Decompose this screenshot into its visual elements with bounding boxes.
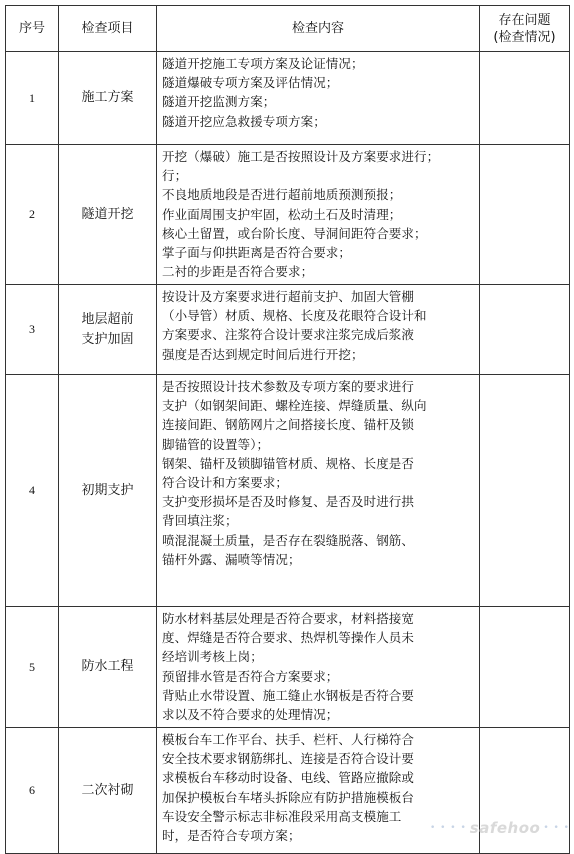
header-content: 检查内容 bbox=[157, 6, 480, 52]
content-line: 经培训考核上岗； bbox=[162, 649, 263, 665]
inspection-content bbox=[157, 145, 480, 285]
issue-cell[interactable] bbox=[480, 145, 570, 285]
header-issue-line2: (检查情况) bbox=[493, 29, 556, 45]
content-line: 防水材料基层处理是否符合要求，材料搭接宽 bbox=[162, 611, 415, 626]
content-line: 核心土留置，或台阶长度、导洞间距符合要求； bbox=[162, 225, 427, 241]
content-line: 钢架、锚杆及锁脚锚管材质、规格、长度是否 bbox=[162, 455, 415, 471]
content-line: 二衬的步距是否符合要求； bbox=[162, 264, 314, 280]
inspection-item-line: 施工方案 bbox=[81, 90, 134, 105]
inspection-item bbox=[59, 145, 157, 285]
watermark-brand: safehoo bbox=[469, 819, 541, 837]
inspection-content bbox=[157, 375, 480, 607]
table-row bbox=[6, 285, 570, 375]
content-line: 锚杆外露、漏喷等情况； bbox=[162, 551, 301, 567]
table-body bbox=[6, 52, 570, 854]
content-line: 背贴止水带设置、施工缝止水钢板是否符合要 bbox=[162, 687, 415, 703]
inspection-item bbox=[59, 607, 157, 728]
row-number: 2 bbox=[6, 145, 59, 285]
content-line: 安全技术要求钢筋绑扎、连接是否符合设计要 bbox=[162, 751, 415, 767]
content-line: 隧道开挖施工专项方案及论证情况； bbox=[162, 56, 364, 71]
inspection-table bbox=[5, 5, 570, 854]
content-line: 时，是否符合专项方案； bbox=[162, 828, 301, 844]
row-number: 4 bbox=[6, 375, 59, 607]
issue-cell[interactable] bbox=[480, 52, 570, 145]
table-row bbox=[6, 607, 570, 728]
inspection-item bbox=[59, 285, 157, 375]
header-row bbox=[6, 6, 570, 52]
content-line: 强度是否达到规定时间后进行开挖； bbox=[162, 346, 364, 362]
inspection-item bbox=[59, 728, 157, 854]
inspection-content bbox=[157, 607, 480, 728]
row-number: 5 bbox=[6, 607, 59, 728]
content-line: 支护变形损坏是否及时修复、是否及时进行拱 bbox=[162, 494, 415, 510]
content-line: 作业面周围支护牢固，松动土石及时清理； bbox=[162, 206, 402, 222]
content-line: （小导管）材质、规格、长度及花眼符合设计和 bbox=[162, 308, 427, 324]
content-line: 开挖（爆破）施工是否按照设计及方案要求进行； bbox=[162, 149, 440, 164]
content-line: 求模板台车移动时设备、电线、管路应撤除或 bbox=[162, 770, 415, 786]
content-line: 按设计及方案要求进行超前支护、加固大管棚 bbox=[162, 289, 415, 304]
table-row bbox=[6, 145, 570, 285]
content-line: 度、焊缝是否符合要求、热焊机等操作人员未 bbox=[162, 630, 415, 646]
inspection-item bbox=[59, 52, 157, 145]
header-issue-line1: 存在问题 bbox=[498, 12, 551, 28]
content-line: 连接间距、钢筋网片之间搭接长度、锚杆及锁 bbox=[162, 417, 415, 433]
content-line: 不良地质地段是否进行超前地质预测预报； bbox=[162, 187, 402, 203]
inspection-item-line: 防水工程 bbox=[81, 659, 134, 674]
content-line: 脚锚管的设置等）； bbox=[162, 436, 270, 452]
content-line: 加保护模板台车堵头拆除应有防护措施模板台 bbox=[162, 789, 415, 805]
content-line: 隧道开挖监测方案； bbox=[162, 94, 276, 110]
content-line: 车设安全警示标志非标准段采用高支模施工 bbox=[162, 808, 402, 824]
inspection-item-line: 二次衬砌 bbox=[81, 782, 134, 798]
inspection-content bbox=[157, 285, 480, 375]
issue-cell[interactable] bbox=[480, 285, 570, 375]
content-line: 隧道开挖应急救援专项方案； bbox=[162, 113, 326, 129]
table-row bbox=[6, 375, 570, 607]
issue-cell[interactable] bbox=[480, 375, 570, 607]
content-line: 支护（如钢架间距、螺栓连接、焊缝质量、纵向 bbox=[162, 398, 427, 414]
content-line: 背回填注浆； bbox=[162, 513, 238, 529]
row-number: 1 bbox=[6, 52, 59, 145]
content-line: 方案要求、注浆符合设计要求注浆完成后浆液 bbox=[162, 327, 415, 343]
header-no: 序号 bbox=[6, 6, 59, 52]
inspection-item-line: 支护加固 bbox=[81, 331, 134, 347]
inspection-item-line: 初期支护 bbox=[81, 482, 134, 498]
inspection-item bbox=[59, 375, 157, 607]
content-line: 喷混混凝土质量，是否存在裂缝脱落、钢筋、 bbox=[162, 532, 415, 548]
table-row bbox=[6, 52, 570, 145]
row-number: 6 bbox=[6, 728, 59, 854]
content-line: 隧道爆破专项方案及评估情况； bbox=[162, 75, 339, 91]
header-issue bbox=[480, 6, 570, 52]
content-line: 预留排水管是否符合方案要求； bbox=[162, 668, 339, 684]
content-line: 掌子面与仰拱距离是否符合要求； bbox=[162, 245, 352, 261]
content-line: 是否按照设计技术参数及专项方案的要求进行 bbox=[162, 379, 415, 394]
header-item: 检查项目 bbox=[59, 6, 157, 52]
content-line: 求以及不符合要求的处理情况； bbox=[162, 707, 339, 723]
content-line: 行； bbox=[162, 168, 188, 184]
content-line: 符合设计和方案要求； bbox=[162, 475, 289, 491]
watermark-logo: • • • • safehoo • • • bbox=[429, 819, 570, 837]
content-line: 模板台车工作平台、扶手、栏杆、人行梯符合 bbox=[162, 732, 415, 747]
inspection-item-line: 隧道开挖 bbox=[81, 206, 134, 222]
issue-cell[interactable] bbox=[480, 607, 570, 728]
row-number: 3 bbox=[6, 285, 59, 375]
inspection-content bbox=[157, 52, 480, 145]
inspection-item-line: 地层超前 bbox=[81, 311, 134, 327]
